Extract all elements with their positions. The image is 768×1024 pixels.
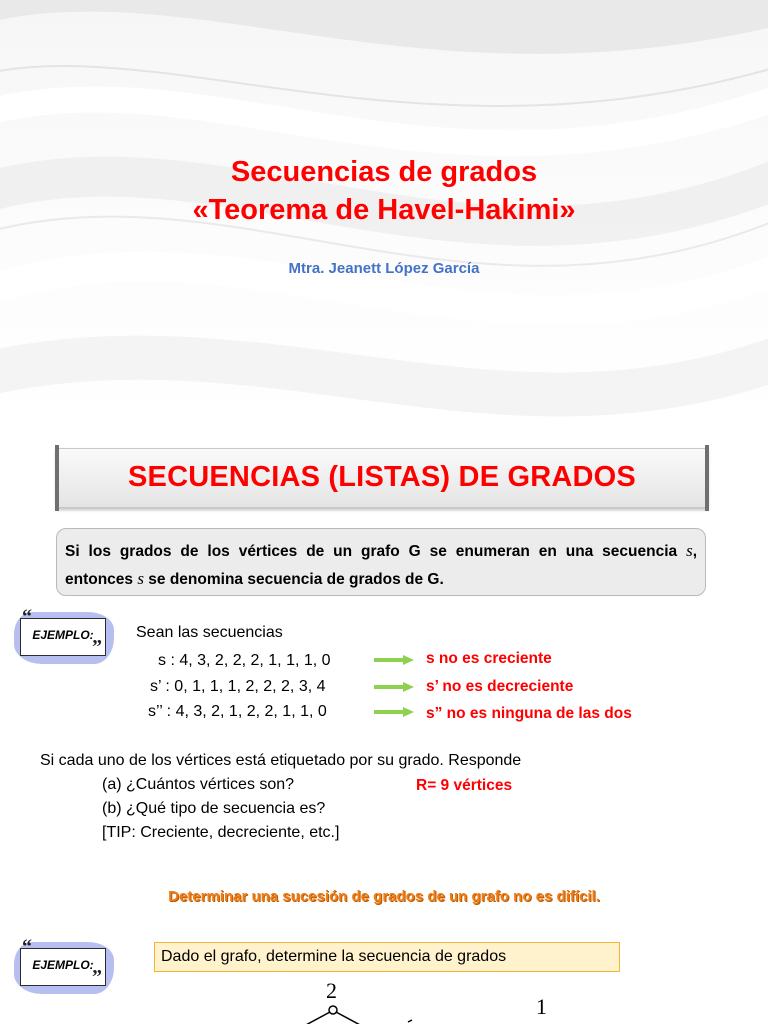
example-badge-label: EJEMPLO: <box>32 628 94 642</box>
graph-vertex-label-1: 1 <box>536 994 547 1019</box>
tip-text: [TIP: Creciente, decreciente, etc.] <box>102 824 340 841</box>
task-box: Dado el grafo, determine la secuencia de grados <box>154 942 620 972</box>
question-intro: Si cada uno de los vértices está etiquetado por su grado. Responde <box>40 752 522 769</box>
title-line-1: Secuencias de grados <box>230 156 538 188</box>
open-quote-icon: “ <box>22 936 32 958</box>
example-badge-label: EJEMPLO: <box>32 958 94 972</box>
sequence-s-double-prime-result: s” no es ninguna de las dos <box>426 705 632 722</box>
author-name: Mtra. Jeanett López García <box>288 260 480 277</box>
sequence-s: s : 4, 3, 2, 2, 2, 1, 1, 1, 0 <box>158 652 331 669</box>
sequence-s-prime: s’ : 0, 1, 1, 1, 2, 2, 2, 3, 4 <box>150 678 326 695</box>
orange-note: Determinar una sucesión de grados de un grafo no es difícil. <box>168 888 600 905</box>
section-banner <box>56 448 708 508</box>
answer-a: R= 9 vértices <box>416 777 513 794</box>
graph-edge <box>408 1020 412 1022</box>
sequence-s-prime-result: s’ no es decreciente <box>426 678 574 695</box>
graph-vertex <box>329 1006 337 1014</box>
section-title: SECUENCIAS (LISTAS) DE GRADOS <box>128 461 636 493</box>
definition-variable-s-2: s <box>137 569 144 588</box>
question-a: (a) ¿Cuántos vértices son? <box>102 776 295 793</box>
title-slide <box>0 0 768 420</box>
definition-variable-s: s <box>686 541 693 560</box>
example-badge <box>12 606 116 668</box>
example-badge-2 <box>12 936 116 998</box>
graph-edge <box>336 1012 362 1024</box>
right-arrow-icon <box>374 682 414 692</box>
definition-text-3: se denomina secuencia de grados de G. <box>143 571 444 588</box>
open-quote-icon: “ <box>22 606 32 628</box>
graph-vertex-label-2: 2 <box>326 978 337 1003</box>
definition-text-2: , entonces <box>65 543 697 588</box>
sequence-s-double-prime: s’’ : 4, 3, 2, 1, 2, 2, 1, 1, 0 <box>148 703 327 720</box>
close-quote-icon: ” <box>92 636 102 658</box>
sequences-intro: Sean las secuencias <box>136 624 283 641</box>
question-b: (b) ¿Qué tipo de secuencia es? <box>102 800 326 817</box>
content-slide <box>0 428 768 1024</box>
right-arrow-icon <box>374 707 414 717</box>
definition-box <box>56 528 706 596</box>
close-quote-icon: ” <box>92 966 102 988</box>
graph-edge <box>304 1012 330 1024</box>
sequence-s-result: s no es creciente <box>426 650 552 667</box>
definition-text-1: Si los grados de los vértices de un grafo G se enumeran en una secuencia <box>65 543 687 560</box>
right-arrow-icon <box>374 655 414 665</box>
title-line-2: «Teorema de Havel-Hakimi» <box>192 194 576 226</box>
graph-figure <box>280 976 580 1024</box>
